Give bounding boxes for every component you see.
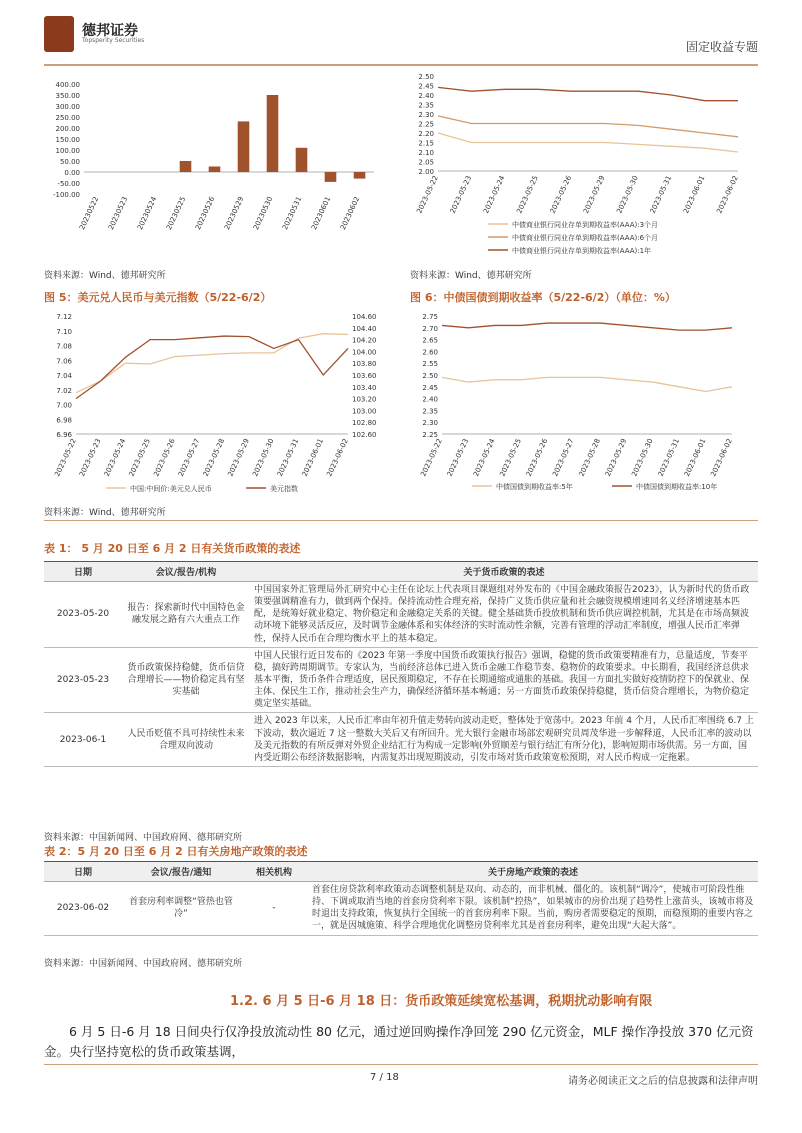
source-note: 资料来源：Wind、德邦研究所 [44, 508, 166, 518]
x-tick-label: 2023-05-28 [577, 437, 602, 478]
x-tick-label: 2023-06-01 [300, 437, 326, 478]
y-tick-label: 2.30 [418, 111, 434, 119]
bar [296, 148, 308, 172]
x-tick-label: 2023-05-31 [275, 437, 301, 478]
real-estate-policy-table [44, 861, 758, 936]
y-tick-label: 2.25 [418, 120, 434, 129]
col-org: 相关机构 [240, 862, 308, 882]
bar-chart [44, 70, 384, 265]
x-tick-label: 2023-06-02 [325, 437, 350, 478]
y-tick-label: 2.40 [422, 395, 438, 404]
series-line [442, 377, 732, 391]
report-type: 固定收益专题 [685, 40, 758, 54]
company-name-en: Topsperity Securities [82, 37, 145, 44]
y2-tick-label: 104.00 [352, 348, 377, 357]
y2-tick-label: 103.80 [352, 360, 377, 369]
section-body: 6 月 5 日-6 月 18 日间央行仅净投放流动性 80 亿元，通过逆回购操作净回笼 290 亿元资金，MLF 操作净投放 370 亿元资金。央行坚持宽松的货币政策基调， [44, 1024, 754, 1059]
legend-label: 中债商业银行同业存单到期收益率(AAA):1年 [512, 247, 652, 255]
y-tick-label: -100.00 [52, 191, 80, 199]
company-logo [44, 16, 74, 52]
legend-label: 中债商业银行同业存单到期收益率(AAA):6个月 [512, 234, 659, 242]
x-tick-label: 2023-05-30 [615, 174, 640, 215]
series-line [438, 87, 738, 100]
row-date: 2023-05-23 [44, 647, 122, 713]
x-tick-label: 20230529 [222, 195, 246, 232]
series-line [438, 133, 738, 152]
legend-label: 中债国债到期收益率:10年 [636, 483, 718, 491]
x-tick-label: 2023-06-02 [709, 437, 734, 478]
y-tick-label: 2.10 [418, 149, 434, 157]
y-tick-label: 2.35 [418, 101, 434, 110]
x-tick-label: 20230526 [193, 195, 217, 232]
series-line [438, 116, 738, 137]
header-divider [44, 64, 758, 66]
x-tick-label: 2023-05-24 [482, 174, 507, 215]
x-tick-label: 2023-05-22 [53, 437, 78, 478]
legend-label: 中国:中间价:美元兑人民币 [130, 485, 212, 493]
x-tick-label: 2023-05-24 [472, 437, 497, 478]
x-tick-label: 20230601 [309, 195, 333, 232]
x-tick-label: 2023-05-23 [445, 437, 471, 478]
table-row [44, 582, 758, 648]
y-tick-label: 2.25 [422, 431, 438, 439]
y-tick-label: 7.02 [56, 386, 72, 395]
y-tick-label: 2.55 [422, 360, 438, 369]
y-tick-label: 2.75 [422, 313, 438, 321]
y-tick-label: 100.00 [55, 147, 80, 155]
y-tick-label: 2.30 [422, 419, 438, 428]
y-tick-label: 6.96 [56, 431, 72, 439]
table-row [44, 647, 758, 713]
series-line [76, 334, 348, 393]
y-tick-label: 2.15 [418, 139, 434, 148]
y-tick-label: 6.98 [56, 416, 72, 425]
y-tick-label: 2.70 [422, 324, 438, 333]
disclaimer: 请务必阅读正文之后的信息披露和法律声明 [568, 1076, 758, 1087]
bar [238, 121, 250, 172]
y-tick-label: -50.00 [57, 180, 80, 188]
y-tick-label: 7.10 [56, 327, 72, 336]
table-1-title: 表 1： 5 月 20 日至 6 月 2 日有关货币政策的表述 [44, 542, 301, 555]
row-desc: 进入 2023 年以来，人民币汇率由年初升值走势转向波动走贬，整体处于宽荡中。2023 年前 4 个月，人民币汇率围绕 6.7 上下波动，数次逼近 7 这一整数大关后又有所回升。光大银行金融市场部宏观研究员周茂华进一步解释道，人民币汇率的波动以及美元指数的有所反弹对外贸企业结汇行为构成一定影响(外贸顺差与银行结汇有所分化)，影响短期市场供需。另一方面，国内受近期公布经济数据影响，内需复苏出现短期波动，引发市场对货币政策宽松预期，对人民币构成一定拖累。 [250, 713, 758, 767]
y-tick-label: 50.00 [59, 158, 80, 166]
y-tick-label: 2.45 [422, 383, 438, 392]
y-tick-label: 7.06 [56, 357, 72, 366]
x-tick-label: 2023-05-31 [648, 174, 674, 215]
footer-divider [44, 1064, 758, 1065]
y-tick-label: 2.50 [418, 73, 434, 81]
y-tick-label: 350.00 [55, 92, 80, 100]
row-date: 2023-06-02 [44, 882, 122, 936]
y2-tick-label: 104.60 [352, 313, 377, 321]
y-tick-label: 2.40 [418, 92, 434, 100]
divider [44, 520, 758, 521]
y2-tick-label: 104.40 [352, 324, 377, 333]
x-tick-label: 2023-05-24 [102, 437, 128, 478]
bar [354, 172, 366, 179]
y-tick-label: 150.00 [55, 136, 80, 144]
y-tick-label: 300.00 [55, 103, 80, 111]
series-line [76, 336, 348, 399]
x-tick-label: 2023-05-29 [226, 437, 251, 478]
page-number: 7 / 18 [370, 1072, 399, 1083]
ncd-yield-chart [410, 70, 758, 265]
x-tick-label: 2023-06-01 [682, 174, 707, 215]
legend-label: 中债国债到期收益率:5年 [496, 483, 573, 491]
x-tick-label: 2023-05-29 [603, 437, 629, 478]
y-tick-label: 2.05 [418, 158, 434, 167]
y-tick-label: 7.12 [56, 313, 72, 321]
x-tick-label: 2023-06-01 [683, 437, 708, 478]
x-tick-label: 20230602 [338, 195, 362, 232]
y-tick-label: 400.00 [55, 81, 80, 89]
y2-tick-label: 103.40 [352, 383, 377, 392]
legend-label: 美元指数 [270, 485, 298, 493]
y-tick-label: 2.00 [418, 168, 434, 176]
x-tick-label: 2023-05-25 [498, 437, 523, 478]
row-desc: 首套住房贷款利率政策动态调整机制是双向、动态的，而非机械、僵化的。该机制“调冷”，使城市可阶段性维持、下调或取消当地的首套房贷利率下限。该机制“控热”，如果城市的房价出现了趋势性上涨苗头，该城市将及时退出支持政策，恢复执行全国统一的首套房利率下限。当前，购房者需要稳定的预期，而稳预期的重要内容之一，就是因城施策、科学合理地优化调整房贷利率尤其是首套房利率，避免出现“大起大落”。 [308, 882, 758, 936]
y-tick-label: 7.04 [56, 372, 72, 380]
x-tick-label: 2023-05-26 [548, 174, 574, 215]
row-meeting: 报告：探索新时代中国特色金融发展之路有六大重点工作 [122, 582, 250, 648]
figure-6-title: 图 6：中债国债到期收益率（5/22-6/2）（单位：%） [410, 291, 676, 304]
table-row [44, 882, 758, 936]
x-tick-label: 2023-05-30 [630, 437, 655, 478]
col-date: 日期 [44, 562, 122, 582]
usdcny-dxy-chart [44, 308, 390, 498]
y-tick-label: 2.65 [422, 336, 438, 345]
x-tick-label: 2023-05-27 [177, 437, 202, 478]
bar [325, 172, 337, 182]
x-tick-label: 2023-05-23 [448, 174, 474, 215]
y-tick-label: 2.20 [418, 130, 434, 138]
x-tick-label: 20230524 [135, 195, 159, 232]
y-tick-label: 2.60 [422, 348, 438, 357]
x-tick-label: 2023-05-22 [419, 437, 444, 478]
section-heading: 1.2. 6 月 5 日-6 月 18 日：货币政策延续宽松基调，税期扰动影响有限 [230, 994, 653, 1009]
x-tick-label: 2023-05-29 [582, 174, 607, 215]
x-tick-label: 20230522 [77, 195, 101, 232]
row-meeting: 首套房利率调整“管热也管冷” [122, 882, 240, 936]
source-note: 资料来源：Wind、德邦研究所 [44, 271, 166, 281]
monetary-policy-table [44, 561, 758, 767]
y-tick-label: 7.00 [56, 401, 72, 410]
y2-tick-label: 103.20 [352, 395, 377, 404]
y-tick-label: 200.00 [55, 125, 80, 133]
bar [267, 95, 279, 172]
x-tick-label: 2023-05-23 [78, 437, 103, 478]
y2-tick-label: 104.20 [352, 336, 377, 345]
x-tick-label: 2023-05-28 [201, 437, 227, 478]
source-note-2: 资料来源：中国新闻网、中国政府网、德邦研究所 [44, 833, 243, 843]
y-tick-label: 2.35 [422, 407, 438, 416]
company-name: 德邦证券 [82, 23, 138, 39]
x-tick-label: 20230525 [164, 195, 188, 232]
x-tick-label: 2023-05-26 [524, 437, 550, 478]
source-note: 资料来源：Wind、德邦研究所 [410, 271, 532, 281]
col-date: 日期 [44, 862, 122, 882]
row-meeting: 货币政策保持稳健，货币信贷合理增长——物价稳定具有坚实基础 [122, 647, 250, 713]
y-tick-label: 250.00 [55, 114, 80, 122]
y-tick-label: 0.00 [64, 169, 80, 177]
y-tick-label: 2.45 [418, 82, 434, 91]
y2-tick-label: 103.60 [352, 372, 377, 380]
treasury-yield-chart [410, 308, 758, 498]
x-tick-label: 2023-05-27 [551, 437, 576, 478]
bar [180, 161, 192, 172]
x-tick-label: 2023-05-30 [251, 437, 276, 478]
x-tick-label: 20230523 [106, 195, 130, 232]
x-tick-label: 2023-05-22 [415, 174, 440, 215]
row-org: - [240, 882, 308, 936]
x-tick-label: 2023-06-02 [715, 174, 740, 215]
row-date: 2023-05-20 [44, 582, 122, 648]
source-note-2: 资料来源：中国新闻网、中国政府网、德邦研究所 [44, 959, 243, 969]
x-tick-label: 20230530 [251, 195, 275, 232]
table-row [44, 713, 758, 767]
y-tick-label: 7.08 [56, 342, 72, 351]
row-meeting: 人民币贬值不具可持续性未来合理双向波动 [122, 713, 250, 767]
col-desc: 关于货币政策的表述 [250, 562, 758, 582]
table-2-title: 表 2：5 月 20 日至 6 月 2 日有关房地产政策的表述 [44, 845, 308, 858]
row-desc: 中国人民银行近日发布的《2023 年第一季度中国货币政策执行报告》强调，稳健的货币政策要精准有力，总量适度，节奏平稳，搞好跨周期调节。专家认为，当前经济总体已进入货币金融工作稳节奏、稳物价的政策要求。中长期看，我国经济总供求基本平衡，货币条件合理适度，居民预期稳定，不存在长期通缩或通胀的基础。我国一方面扎实做好疫情防控下的保就业、保主体、保民生工作，推动社会生产力，确保经济循环基本畅通；另一方面货币政策保持稳健，货币信贷合理增长，为物价稳定奠定坚实基础。 [250, 647, 758, 713]
x-tick-label: 2023-05-31 [656, 437, 682, 478]
col-desc: 关于房地产政策的表述 [308, 862, 758, 882]
row-desc: 中国国家外汇管理局外汇研究中心主任在论坛上代表项目课题组对外发布的《中国金融政策报告2023》，认为新时代的货币政策要强调精准有力，做到两个保持。保持流动性合理充裕，保持广义货币供应量和社会融资规模增速同名义经济增速基本匹配，是统筹好就业稳定、物价稳定和金融稳定关系的关键。健全基础货币投放机制和货币供应调控机制，尤其是在市场高频波动环境下能够灵活反应，及时调节金融体系和实体经济的实时流动性余额，完善有管理的浮动汇率制度，增强人民币汇率弹性，保持人民币在合理均衡水平上的基本稳定。 [250, 582, 758, 648]
x-tick-label: 2023-05-25 [515, 174, 540, 215]
legend-label: 中债商业银行同业存单到期收益率(AAA):3个月 [512, 221, 659, 229]
y2-tick-label: 102.60 [352, 431, 377, 439]
figure-5-title: 图 5：美元兑人民币与美元指数（5/22-6/2） [44, 291, 272, 304]
y-tick-label: 2.50 [422, 372, 438, 380]
y2-tick-label: 103.00 [352, 407, 377, 416]
col-meeting: 会议/报告/通知 [122, 862, 240, 882]
x-tick-label: 2023-05-25 [127, 437, 152, 478]
x-tick-label: 2023-05-26 [152, 437, 177, 478]
col-meeting: 会议/报告/机构 [122, 562, 250, 582]
row-date: 2023-06-1 [44, 713, 122, 767]
bar [209, 167, 221, 173]
y2-tick-label: 102.80 [352, 419, 377, 428]
series-line [442, 323, 732, 330]
x-tick-label: 20230531 [280, 195, 304, 232]
